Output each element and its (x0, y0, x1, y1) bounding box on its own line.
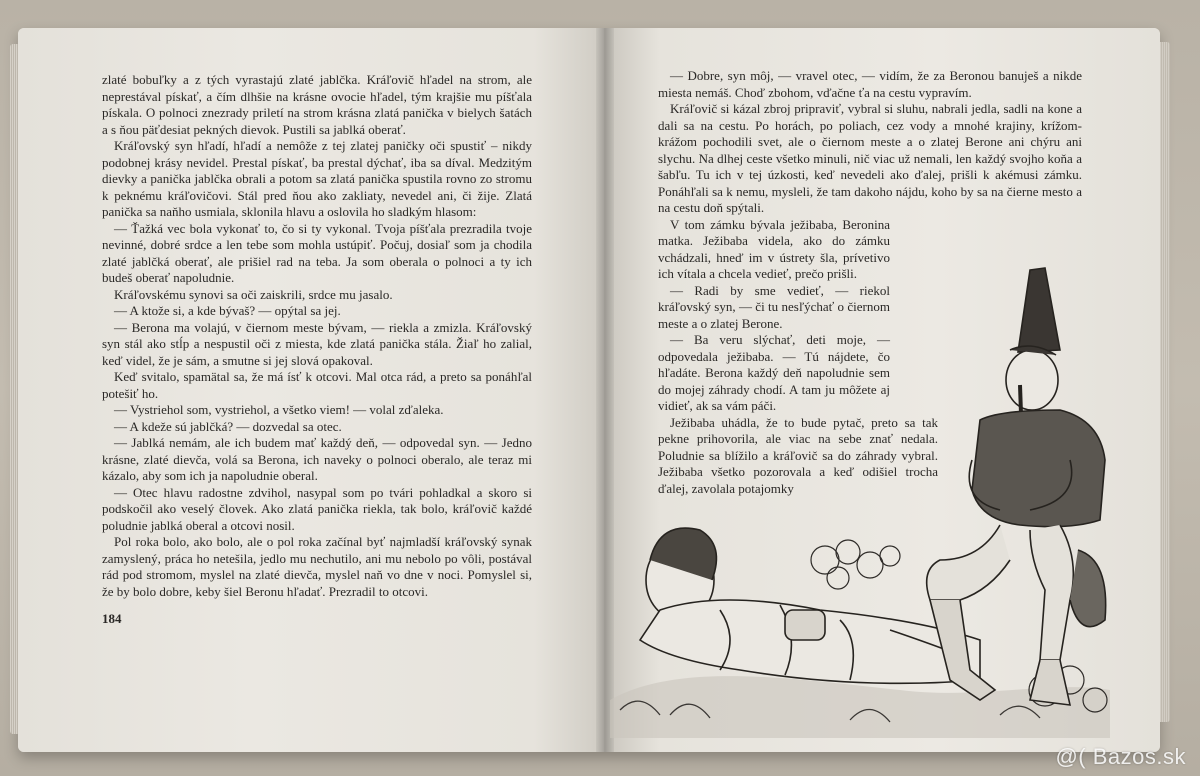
paragraph: Kráľovský syn hľadí, hľadí a nemôže z tej zlatej paničky oči spustiť – nikdy podobnej krásy nevidel. Prestal pískať, ba prestal dýchať, iba sa díval. Medzitým dievky a panička jablčka obrali a potom sa zlatá panička spustila rovno zo stromu k peknému kráľovičovi. Stál pred ňou ako zakliaty, nevedel ani, či žije. Zlatá panička sa naňho usmiala, sklonila hlavu a oslovila ho sladkým hlasom: (102, 138, 532, 219)
paragraph: — Ba veru slýchať, deti moje, — odpovedala ježibaba. — Tú nájdete, čo hľadáte. Berona každý deň napoludnie sem do mojej záhrady chodí. A tam ju môžete aj vidieť, ak sa vám páči. (658, 332, 890, 413)
paragraph: — Berona ma volajú, v čiernom meste bývam, — riekla a zmizla. Kráľovský syn stál ako stĺp a nespustil oči z miesta, kde zlatá panička stála. Žiaľ ho zalial, keď videl, že je sám, a smutne si jej slová opakoval. (102, 319, 532, 368)
left-page-text (102, 72, 532, 600)
paragraph: V tom zámku bývala ježibaba, Beronina matka. Ježibaba videla, ako do zámku vchádzali, hneď im v ústrety šla, prívetivo ich vítala a chcela vedieť, prečo prišli. (658, 216, 890, 281)
paragraph: — Jablká nemám, ale ich budem mať každý deň, — odpovedal syn. — Jedno krásne, zlaté dievča, volá sa Berona, ich naveky o polnoci oberalo, ale teraz mi kázalo, aby som ich ja napoludnie oberal. (102, 435, 532, 483)
paragraph: — Ťažká vec bola vykonať to, čo si ty vykonal. Tvoja píšťala prezradila tvoje nevinné, dobré srdce a len tebe som mohla ustúpiť. Počuj, dosiaľ som ja chodila zlaté jablčká oberať, ale prišiel rad na teba. Ja som oberala o polnoci a ty ich budeš oberať napoludnie. (102, 220, 532, 285)
paragraph: — Dobre, syn môj, — vravel otec, — vidím, že za Beronou banuješ a nikde miesta nemáš. Choď zbohom, vďačne ťa na cestu vypravím. (658, 68, 1082, 100)
paragraph: — A ktože si, a kde bývaš? — opýtal sa jej. (114, 303, 341, 318)
paragraph: Keď svitalo, spamätal sa, že má ísť k otcovi. Mal otca rád, a preto sa ponáhľal potešiť ho. (102, 369, 532, 401)
paragraph: — Otec hlavu radostne zdvihol, nasypal som po tvári pohladkal a skoro si podskočil ako veselý človek. Ako zlatá panička riekla, tak bolo, kráľovič každé poludnie jablká oberal a otcovi nosil. (102, 484, 532, 533)
paragraph: — A kdeže sú jablčká? — dozvedal sa otec. (114, 418, 342, 434)
paragraph: — Vystriehol som, vystriehol, a všetko viem! — volal zďaleka. (114, 402, 444, 417)
paragraph: Kráľovič si kázal zbroj pripraviť, vybral si sluhu, nabrali jedla, sadli na kone a dali sa na cestu. Po horách, po poliach, cez vody a mnohé krajiny, krížom-krážom pochodili svet, ale o čiernom meste a o zlatej Berone ani chýru ani slychu. Na dlhej ceste všetko minuli, nič viac už nemali, len každý svojho koňa a šabľu. Tu ich v tej úzkosti, keď nevedeli ako ďalej, prišli k akémusi zámku. Ponáhľali sa k nemu, mysleli, že tam dakoho nájdu, koho by sa na čierne mesto a na cestu doň spýtali. (658, 101, 1082, 215)
page-number: 184 (102, 611, 122, 626)
paragraph: — Radi by sme vedieť, — riekol kráľovský syn, — či tu nesľýchať o čiernom meste a o zlatej Berone. (658, 282, 890, 331)
site-watermark: @( Bazos.sk (1055, 744, 1186, 769)
paragraph: Pol roka bolo, ako bolo, ale o pol roka začínal byť najmladší kráľovský synak zamyslený, práca ho netešila, jedlo mu nechutilo, ani mu nebolo po vôli, postával rád pod stromom, myslel na zlaté dievča, myslel naň vo dne v noci. Pomyslel si, že by bolo dobre, keby šiel Beronu hľadať. Prezradil to otcovi. (102, 534, 532, 599)
paragraph: Kráľovskému synovi sa oči zaiskrili, srdce mu jasalo. (114, 286, 393, 302)
ink-illustration (600, 260, 1120, 738)
paragraph: Ježibaba uhádla, že to bude pytač, preto sa tak pekne prihovorila, ale viac na sebe znať nedala. Poludnie sa blížilo a kráľovič sa do záhrady vybral. Ježibaba všetko pozorovala a keď odišiel trocha ďalej, zavolala potajomky (658, 414, 938, 496)
paragraph: zlaté bobuľky a z tých vyrastajú zlaté jablčka. Kráľovič hľadel na strom, ale neprestával pískať, a čím dlhšie na krásne ovocie hľadel, tým krajšie mu píšťala pískala. O polnoci znezrady priletí na strom krásna zlatá panička v bielych šatách a s ňou päťdesiat pekných dievok. Pustili sa jablká oberať. (102, 72, 532, 137)
